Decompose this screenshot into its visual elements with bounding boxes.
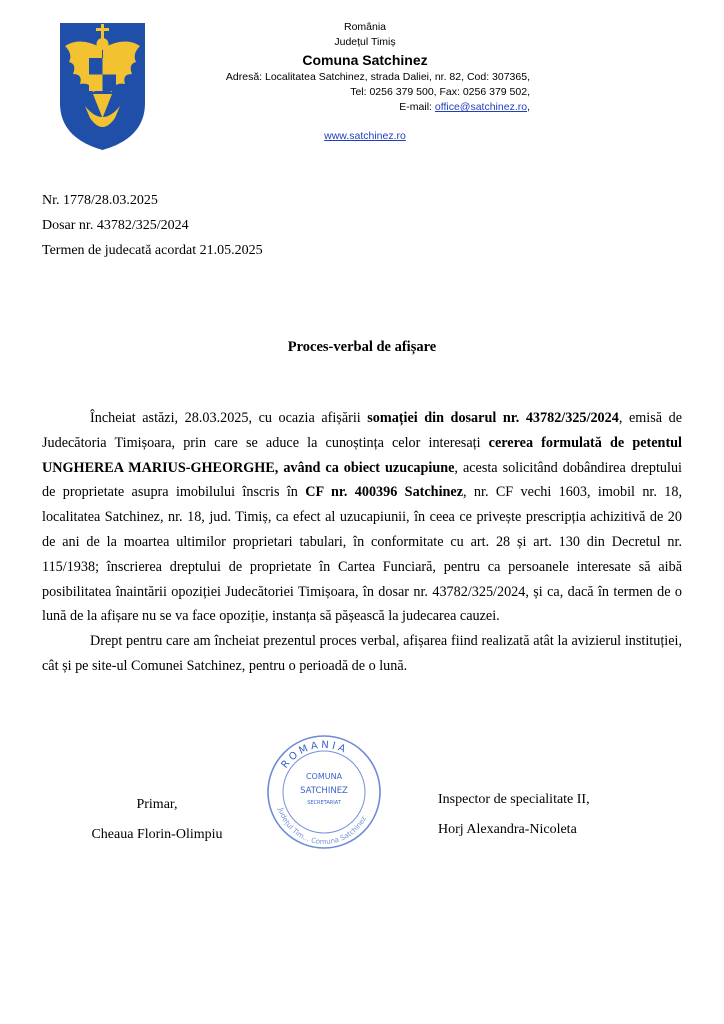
case-number: Dosar nr. 43782/325/2024 bbox=[42, 218, 189, 233]
document-title: Proces-verbal de afișare bbox=[287, 339, 437, 355]
email-comma: , bbox=[527, 101, 530, 113]
p1-text: , emisă de Judecătoria Timișoara, prin care se aduce la cunoștința celor interesați bbox=[42, 410, 682, 451]
mayor-role: Primar, bbox=[136, 797, 178, 812]
svg-text:Județul Tim... Comuna Satchine: Județul Tim... Comuna Satchinez bbox=[276, 807, 368, 847]
p1-text: , acesta solicitând dobândirea dreptului de proprietate asupra imobilului înscris în bbox=[42, 459, 682, 501]
paragraph-2: Drept pentru care am încheiat prezentul proces verbal, afișarea fiind realizată atât la avizierul instituției, cât și pe site-ul Comunei Satchinez, pentru o perioadă de o lună. bbox=[42, 633, 682, 674]
address-line: Adresă: Localitatea Satchinez, strada Daliei, nr. 82, Cod: 307365, bbox=[225, 71, 530, 83]
hearing-date: Termen de judecată acordat 21.05.2025 bbox=[42, 243, 263, 258]
letterhead bbox=[200, 20, 530, 144]
svg-text:SECRETARIAT: SECRETARIAT bbox=[307, 800, 341, 806]
registration-number: Nr. 1778/28.03.2025 bbox=[42, 193, 158, 208]
p1-bold-cf: CF nr. 400396 Satchinez bbox=[305, 484, 463, 501]
p1-text: , nr. CF vechi 1603, imobil nr. 18, localitatea Satchinez, nr. 18, jud. Timiș, ca efect al uzucapiunii, în ceea ce privește prescripția achizitivă de 20 de ani de la moartea ultimilor proprietari tabulari, în conformitate cu art. 28 și art. 130 din Decretul nr. 115/1938; înscrierea dreptului de proprietate în Cartea Funciară, pentru ca persoanele interesate să aibă posibilitatea înaintării opoziției Judecătoriei Timișoara, în dosar nr. 43782/325/2024, și ca, dacă în termen de o lună de la afișare nu se va face opoziție, instanța să pășească la judecarea cauzei. bbox=[42, 484, 683, 625]
commune-name: Comuna Satchinez bbox=[302, 52, 428, 68]
reference-block bbox=[42, 188, 263, 263]
official-stamp-icon bbox=[265, 733, 383, 851]
p1-bold-request: cererea formulată de petentul UNGHEREA MARIUS-GHEORGHE, având ca obiect uzucapiune bbox=[42, 434, 683, 476]
coat-of-arms-icon bbox=[55, 18, 150, 153]
county-label: Județul Timiș bbox=[334, 36, 396, 48]
email-label: E-mail: bbox=[399, 101, 435, 113]
email-line bbox=[200, 100, 530, 115]
document-body bbox=[42, 406, 682, 679]
inspector-signature-block bbox=[438, 785, 590, 845]
contact-block bbox=[200, 70, 530, 115]
svg-text:COMUNA: COMUNA bbox=[305, 772, 343, 781]
inspector-role: Inspector de specialitate II, bbox=[438, 792, 590, 807]
website-link[interactable]: www.satchinez.ro bbox=[324, 130, 406, 142]
svg-text:SATCHINEZ: SATCHINEZ bbox=[300, 786, 348, 796]
phone-line: Tel: 0256 379 500, Fax: 0256 379 502, bbox=[350, 86, 530, 98]
p1-bold-summons: somației din dosarul nr. 43782/325/2024 bbox=[367, 410, 619, 426]
email-link[interactable]: office@satchinez.ro bbox=[434, 101, 528, 113]
inspector-name: Horj Alexandra-Nicoleta bbox=[438, 822, 577, 837]
p1-text: Încheiat astăzi, 28.03.2025, cu ocazia afișării bbox=[90, 410, 368, 426]
country-label: România bbox=[343, 21, 387, 33]
mayor-name: Cheaua Florin-Olimpiu bbox=[91, 827, 223, 842]
mayor-signature-block bbox=[82, 790, 232, 850]
paragraph-1 bbox=[42, 406, 682, 629]
svg-text:ROMANIA: ROMANIA bbox=[279, 739, 350, 771]
